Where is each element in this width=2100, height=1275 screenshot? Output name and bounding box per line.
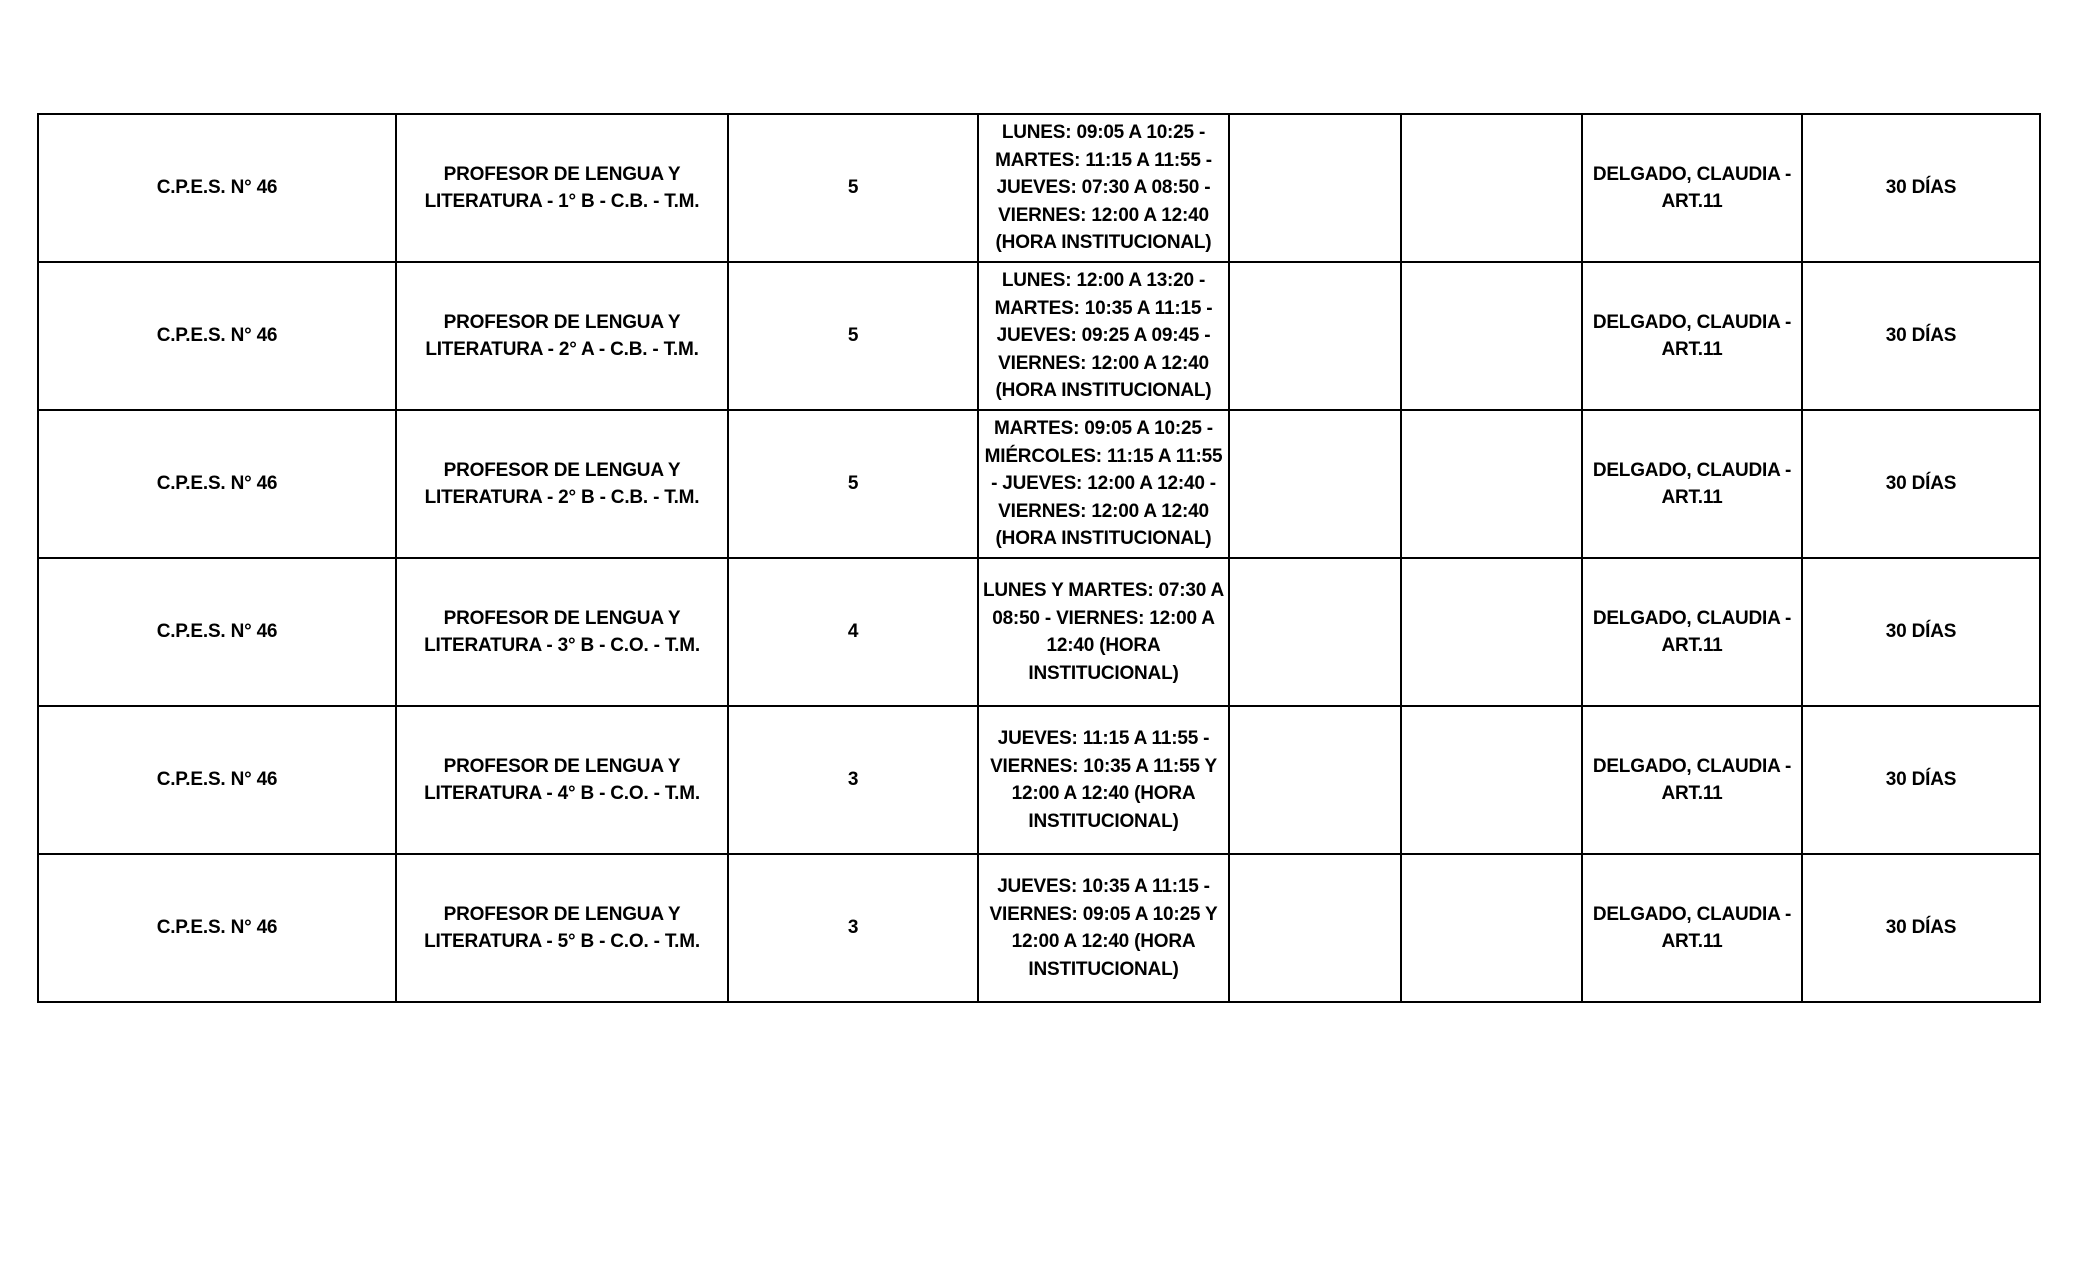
duration-cell: 30 DÍAS: [1802, 262, 2040, 410]
school-cell: C.P.E.S. N° 46: [38, 558, 396, 706]
empty-cell: [1229, 854, 1401, 1002]
empty-cell: [1401, 706, 1582, 854]
table-row: [38, 410, 2040, 558]
empty-cell: [1229, 114, 1401, 262]
position-cell: PROFESOR DE LENGUA Y LITERATURA - 2° A - C.B. - T.M.: [396, 262, 728, 410]
position-cell: PROFESOR DE LENGUA Y LITERATURA - 5° B - C.O. - T.M.: [396, 854, 728, 1002]
empty-cell: [1229, 706, 1401, 854]
hours-cell: 3: [728, 706, 978, 854]
hours-cell: 4: [728, 558, 978, 706]
empty-cell: [1401, 854, 1582, 1002]
table-row: [38, 854, 2040, 1002]
table-row: [38, 558, 2040, 706]
vacancy-table: [37, 113, 2041, 1003]
empty-cell: [1229, 262, 1401, 410]
teacher-cell: DELGADO, CLAUDIA - ART.11: [1582, 262, 1802, 410]
teacher-cell: DELGADO, CLAUDIA - ART.11: [1582, 854, 1802, 1002]
teacher-cell: DELGADO, CLAUDIA - ART.11: [1582, 114, 1802, 262]
teacher-cell: DELGADO, CLAUDIA - ART.11: [1582, 410, 1802, 558]
empty-cell: [1229, 558, 1401, 706]
empty-cell: [1401, 410, 1582, 558]
duration-cell: 30 DÍAS: [1802, 114, 2040, 262]
duration-cell: 30 DÍAS: [1802, 410, 2040, 558]
teacher-cell: DELGADO, CLAUDIA - ART.11: [1582, 558, 1802, 706]
schedule-cell: LUNES Y MARTES: 07:30 A 08:50 - VIERNES: 12:00 A 12:40 (HORA INSTITUCIONAL): [978, 558, 1229, 706]
schedule-cell: JUEVES: 11:15 A 11:55 - VIERNES: 10:35 A 11:55 Y 12:00 A 12:40 (HORA INSTITUCIONAL): [978, 706, 1229, 854]
empty-cell: [1401, 262, 1582, 410]
duration-cell: 30 DÍAS: [1802, 706, 2040, 854]
hours-cell: 5: [728, 410, 978, 558]
school-cell: C.P.E.S. N° 46: [38, 114, 396, 262]
hours-cell: 5: [728, 262, 978, 410]
schedule-cell: LUNES: 12:00 A 13:20 - MARTES: 10:35 A 11:15 - JUEVES: 09:25 A 09:45 - VIERNES: 12:00 A 12:40 (HORA INSTITUCIONAL): [978, 262, 1229, 410]
table-row: [38, 706, 2040, 854]
schedule-cell: LUNES: 09:05 A 10:25 - MARTES: 11:15 A 11:55 - JUEVES: 07:30 A 08:50 - VIERNES: 12:00 A 12:40 (HORA INSTITUCIONAL): [978, 114, 1229, 262]
position-cell: PROFESOR DE LENGUA Y LITERATURA - 3° B - C.O. - T.M.: [396, 558, 728, 706]
schedule-cell: MARTES: 09:05 A 10:25 - MIÉRCOLES: 11:15 A 11:55 - JUEVES: 12:00 A 12:40 - VIERNES: 12:00 A 12:40 (HORA INSTITUCIONAL): [978, 410, 1229, 558]
position-cell: PROFESOR DE LENGUA Y LITERATURA - 1° B - C.B. - T.M.: [396, 114, 728, 262]
school-cell: C.P.E.S. N° 46: [38, 854, 396, 1002]
hours-cell: 3: [728, 854, 978, 1002]
school-cell: C.P.E.S. N° 46: [38, 706, 396, 854]
position-cell: PROFESOR DE LENGUA Y LITERATURA - 2° B - C.B. - T.M.: [396, 410, 728, 558]
table-row: [38, 262, 2040, 410]
school-cell: C.P.E.S. N° 46: [38, 410, 396, 558]
position-cell: PROFESOR DE LENGUA Y LITERATURA - 4° B - C.O. - T.M.: [396, 706, 728, 854]
table-row: [38, 114, 2040, 262]
teacher-cell: DELGADO, CLAUDIA - ART.11: [1582, 706, 1802, 854]
duration-cell: 30 DÍAS: [1802, 558, 2040, 706]
empty-cell: [1401, 114, 1582, 262]
empty-cell: [1229, 410, 1401, 558]
school-cell: C.P.E.S. N° 46: [38, 262, 396, 410]
duration-cell: 30 DÍAS: [1802, 854, 2040, 1002]
empty-cell: [1401, 558, 1582, 706]
hours-cell: 5: [728, 114, 978, 262]
schedule-cell: JUEVES: 10:35 A 11:15 - VIERNES: 09:05 A 10:25 Y 12:00 A 12:40 (HORA INSTITUCIONAL): [978, 854, 1229, 1002]
